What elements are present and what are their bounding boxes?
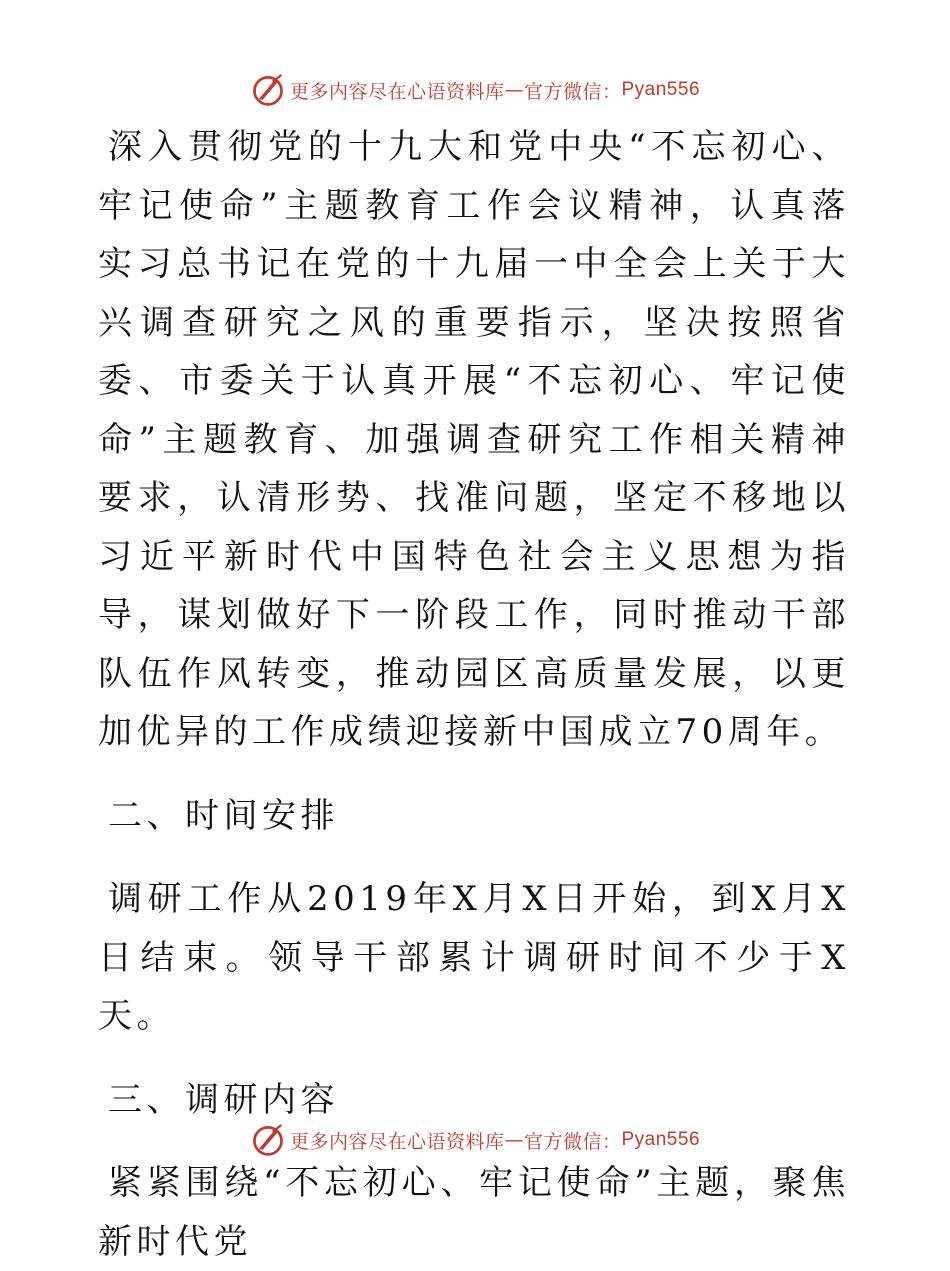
header-watermark: [0, 70, 950, 110]
watermark-wechat-label: 官方微信：: [523, 1130, 622, 1153]
watermark-wechat-label: 官方微信：: [523, 80, 622, 103]
section-heading-schedule: 二、时间安排: [108, 795, 339, 836]
watermark-wechat-id: Pyan556: [621, 1129, 701, 1150]
paragraph-schedule: 调研工作从2019年X月X日开始，到X月X日结束。领导干部累计调研时间不少于X天。: [98, 879, 850, 1036]
paragraph-content: 紧紧围绕“不忘初心、牢记使命”主题，聚焦新时代党: [98, 1163, 850, 1262]
quill-pen-circle-icon: [250, 72, 286, 108]
watermark-text: 更多内容尽在心语资料库: [289, 80, 505, 103]
section-heading-content: 三、调研内容: [108, 1079, 339, 1120]
document-body: [98, 118, 850, 1271]
quill-pen-circle-icon: [250, 1122, 286, 1158]
footer-watermark: [0, 1120, 950, 1160]
watermark-dash: —: [504, 79, 524, 101]
watermark-dash: —: [504, 1129, 524, 1151]
paragraph-intro: 深入贯彻党的十九大和党中央“不忘初心、牢记使命”主题教育工作会议精神，认真落实习总书记在党的十九届一中全会上关于大兴调查研究之风的重要指示，坚决按照省委、市委关于认真开展“不忘初心、牢记使命”主题教育、加强调查研究工作相关精神要求，认清形势、找准问题，坚定不移地以习近平新时代中国特色社会主义思想为指导，谋划做好下一阶段工作，同时推动干部队伍作风转变，推动园区高质量发展，以更加优异的工作成绩迎接新中国成立70周年。: [98, 127, 850, 752]
watermark-text: 更多内容尽在心语资料库: [289, 1130, 505, 1153]
watermark-wechat-id: Pyan556: [621, 79, 701, 100]
